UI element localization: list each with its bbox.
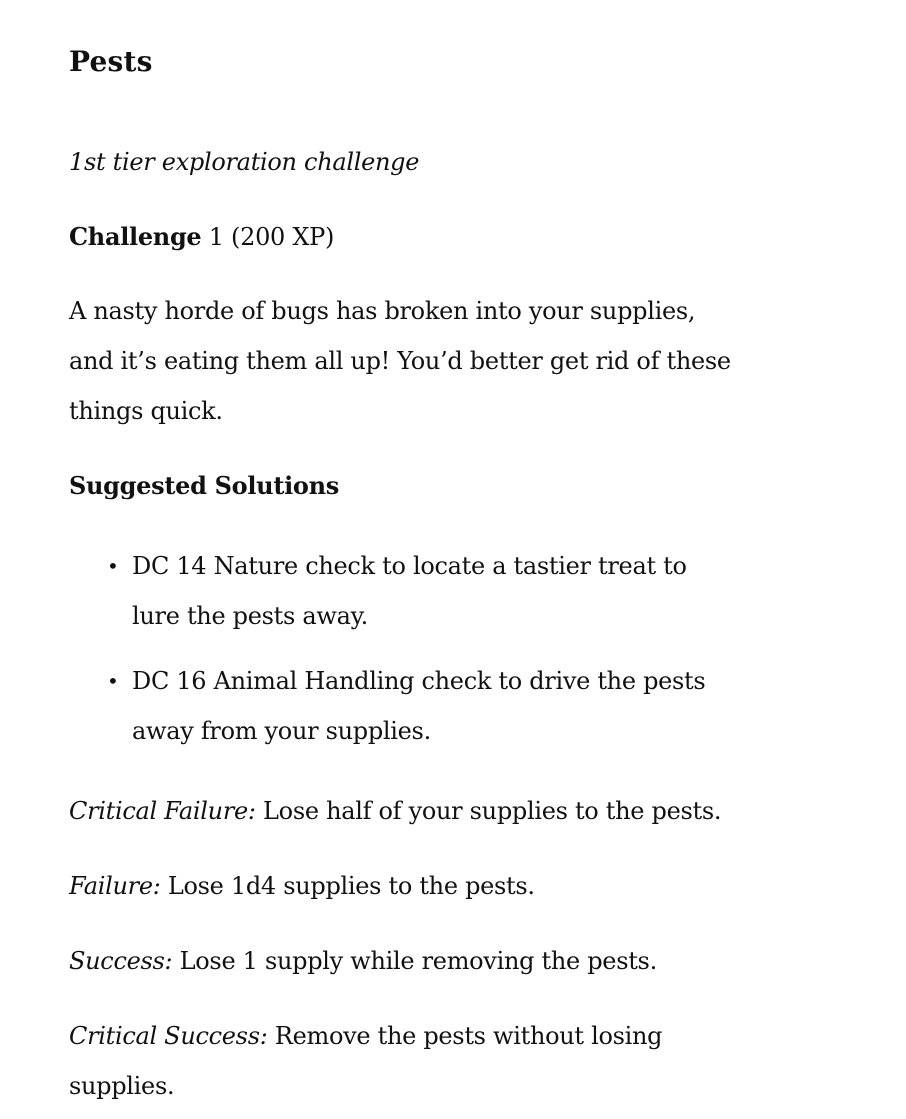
result-success xyxy=(69,936,657,986)
solutions-list xyxy=(69,541,739,771)
challenge-rating xyxy=(69,212,334,262)
result-critical-failure xyxy=(69,786,721,836)
bullet-icon: • xyxy=(107,554,119,578)
result-label: Failure: xyxy=(69,872,161,900)
result-label: Critical Failure: xyxy=(69,797,256,825)
list-item xyxy=(69,656,739,756)
description-line: and it’s eating them all up! You’d better get rid of these xyxy=(69,347,731,375)
solution-line: DC 16 Animal Handling check to drive the pests xyxy=(132,667,706,695)
challenge-tier: 1st tier exploration challenge xyxy=(69,148,420,176)
result-text: Lose 1d4 supplies to the pests. xyxy=(160,872,535,900)
bullet-icon: • xyxy=(107,669,119,693)
result-label: Success: xyxy=(69,947,173,975)
description-line: A nasty horde of bugs has broken into your supplies, xyxy=(69,297,696,325)
result-text: Lose half of your supplies to the pests. xyxy=(255,797,722,825)
solution-line: away from your supplies. xyxy=(132,717,431,745)
result-failure xyxy=(69,861,535,911)
result-text: Lose 1 supply while removing the pests. xyxy=(172,947,657,975)
description-line: things quick. xyxy=(69,397,223,425)
page-title: Pests xyxy=(69,45,153,78)
solution-line: lure the pests away. xyxy=(132,602,369,630)
list-item xyxy=(69,541,739,641)
solutions-heading: Suggested Solutions xyxy=(69,471,339,500)
solution-line: DC 14 Nature check to locate a tastier treat to xyxy=(132,552,687,580)
challenge-label: Challenge xyxy=(69,222,202,251)
challenge-description xyxy=(69,286,739,436)
result-text: Remove the pests without losing xyxy=(267,1022,663,1050)
result-label: Critical Success: xyxy=(69,1022,268,1050)
result-critical-success xyxy=(69,1011,662,1111)
challenge-value: 1 (200 XP) xyxy=(201,223,335,251)
result-text-continued: supplies. xyxy=(69,1072,175,1100)
